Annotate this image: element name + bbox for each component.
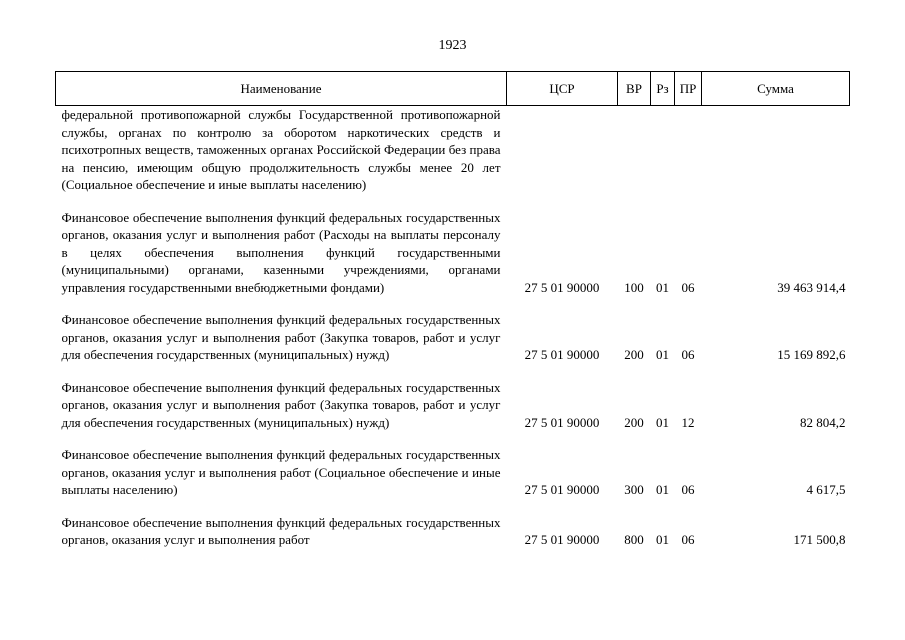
row-rz: 01 bbox=[656, 279, 669, 295]
header-sum: Сумма bbox=[702, 72, 850, 106]
table-row bbox=[56, 311, 850, 364]
budget-table bbox=[55, 71, 850, 549]
row-pr: 06 bbox=[681, 532, 695, 547]
row-gap bbox=[56, 499, 850, 514]
row-csr: 27 5 01 90000 bbox=[524, 482, 600, 497]
table-row bbox=[56, 446, 850, 499]
row-vr: 100 bbox=[624, 279, 644, 295]
row-csr: 27 5 01 90000 bbox=[524, 414, 600, 430]
header-csr: ЦСР bbox=[507, 72, 618, 106]
table-row bbox=[56, 514, 850, 549]
row-sum bbox=[702, 106, 850, 194]
row-name: Финансовое обеспечение выполнения функций федеральных государственных органов, оказания услуг и выполнения работ (Социальное обеспечение и иные выплаты населению) bbox=[61, 447, 501, 497]
row-gap bbox=[56, 364, 850, 379]
header-rz: Рз bbox=[651, 72, 675, 106]
table-row bbox=[56, 379, 850, 432]
row-csr: 27 5 01 90000 bbox=[524, 279, 600, 295]
row-name: Финансовое обеспечение выполнения функций федеральных государственных органов, оказания услуг и выполнения работ bbox=[61, 514, 501, 547]
row-pr: 06 bbox=[681, 279, 695, 295]
table-row bbox=[56, 209, 850, 297]
page-number: 1923 bbox=[438, 38, 467, 53]
row-rz bbox=[651, 106, 675, 194]
row-gap bbox=[56, 296, 850, 311]
row-rz: 01 bbox=[656, 532, 669, 547]
row-vr: 200 bbox=[624, 347, 644, 362]
row-sum: 171 500,8 bbox=[793, 532, 846, 547]
header-name: Наименование bbox=[56, 72, 507, 106]
row-csr: 27 5 01 90000 bbox=[524, 347, 600, 362]
table-row bbox=[56, 106, 850, 194]
row-sum: 4 617,5 bbox=[806, 482, 846, 497]
row-vr bbox=[618, 106, 651, 194]
row-rz: 01 bbox=[656, 347, 669, 362]
row-pr: 12 bbox=[681, 414, 695, 430]
row-csr bbox=[507, 106, 618, 194]
row-name: Финансовое обеспечение выполнения функций федеральных государственных органов, оказания услуг и выполнения работ (Расходы на выплаты персоналу в целях обеспечения выполнения функций государственными (муниципальными) органами, казенными учреждениями, органами управления государственными внебюджетными фондами) bbox=[61, 209, 501, 295]
table-header-row bbox=[56, 72, 850, 106]
row-rz: 01 bbox=[656, 482, 669, 497]
row-vr: 300 bbox=[624, 482, 644, 497]
row-sum: 15 169 892,6 bbox=[777, 347, 846, 362]
row-pr bbox=[675, 106, 702, 194]
row-name: Финансовое обеспечение выполнения функций федеральных государственных органов, оказания услуг и выполнения работ (Закупка товаров, работ и услуг для обеспечения государственных (муниципальных) нужд) bbox=[61, 312, 501, 362]
row-vr: 800 bbox=[624, 532, 644, 547]
row-name: Финансовое обеспечение выполнения функций федеральных государственных органов, оказания услуг и выполнения работ (Закупка товаров, работ и услуг для обеспечения государственных (муниципальных) нужд) bbox=[61, 379, 501, 430]
row-gap bbox=[56, 431, 850, 446]
row-pr: 06 bbox=[681, 482, 695, 497]
header-vr: ВР bbox=[618, 72, 651, 106]
row-sum: 39 463 914,4 bbox=[777, 279, 846, 295]
row-sum: 82 804,2 bbox=[800, 414, 846, 430]
header-pr: ПР bbox=[675, 72, 702, 106]
row-csr: 27 5 01 90000 bbox=[524, 532, 600, 547]
row-pr: 06 bbox=[681, 347, 695, 362]
row-gap bbox=[56, 194, 850, 209]
row-rz: 01 bbox=[656, 414, 669, 430]
row-name: федеральной противопожарной службы Государственной противопожарной службы, органах по контролю за оборотом наркотических средств и психотропных веществ, таможенных органах Российской Федерации без права на пенсию, имеющим общую продолжительность службы менее 20 лет (Социальное обеспечение и иные выплаты населению) bbox=[61, 107, 501, 192]
row-vr: 200 bbox=[624, 414, 644, 430]
